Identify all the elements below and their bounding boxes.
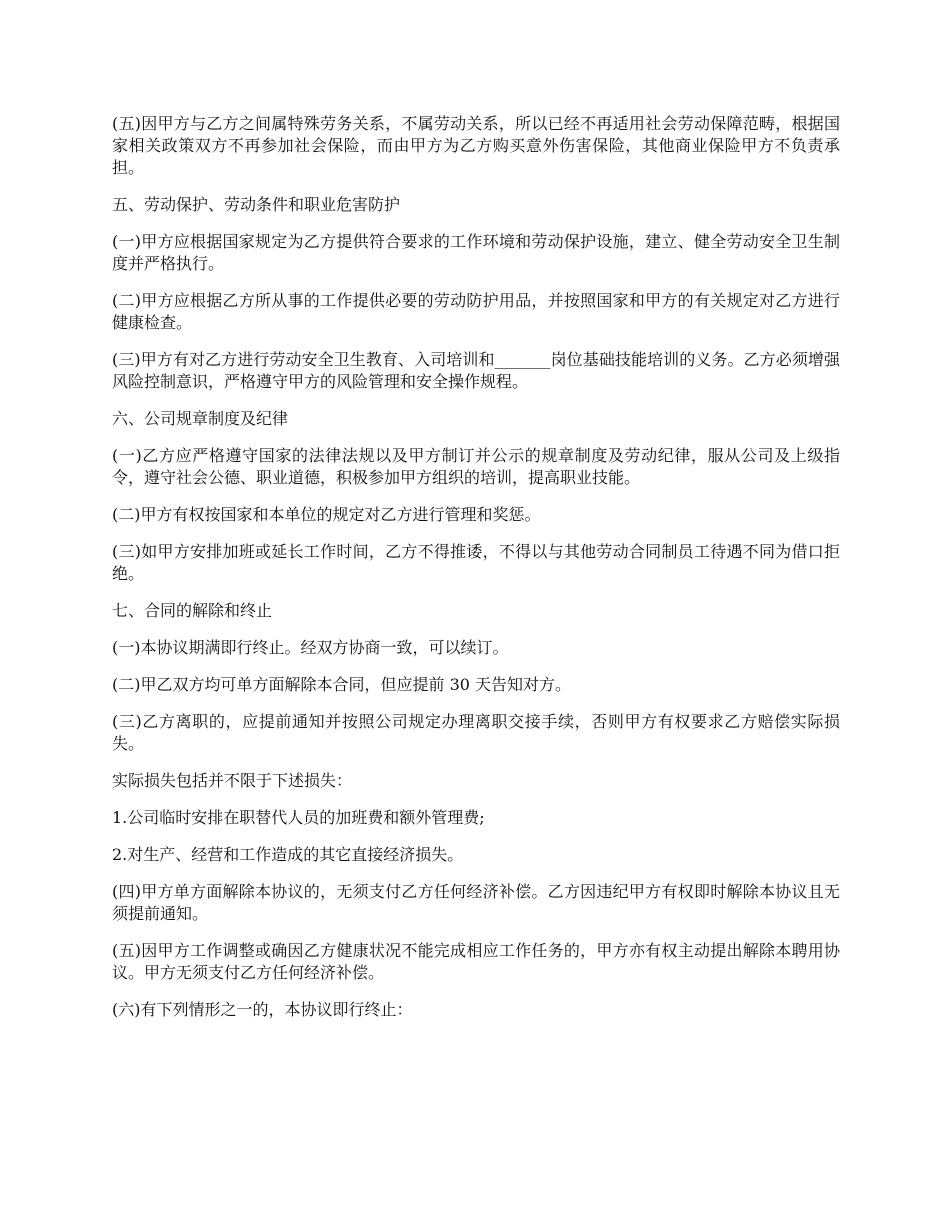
clause-5-5-insurance: (五)因甲方与乙方之间属特殊劳务关系，不属劳动关系，所以已经不再适用社会劳动保障范畴，根据国家相关政策双方不再参加社会保险，而由甲方为乙方购买意外伤害保险，其他商业保险甲方不负责承担。 bbox=[112, 114, 840, 177]
clause-7-6: (六)有下列情形之一的，本协议即行终止： bbox=[112, 1000, 413, 1019]
section-5-heading: 五、劳动保护、劳动条件和职业危害防护 bbox=[112, 195, 401, 214]
clause-7-5: (五)因甲方工作调整或确因乙方健康状况不能完成相应工作任务的，甲方亦有权主动提出解除本聘用协议。甲方无须支付乙方任何经济补偿。 bbox=[112, 941, 840, 982]
section-7-heading: 七、合同的解除和终止 bbox=[112, 601, 273, 620]
loss-item-2: 2.对生产、经营和工作造成的其它直接经济损失。 bbox=[112, 845, 464, 864]
clause-6-2: (二)甲方有权按国家和本单位的规定对乙方进行管理和奖惩。 bbox=[112, 505, 541, 524]
clause-5-1: (一)甲方应根据国家规定为乙方提供符合要求的工作环境和劳动保护设施，建立、健全劳动安全卫生制度并严格执行。 bbox=[112, 232, 840, 273]
clause-6-1: (一)乙方应严格遵守国家的法律法规以及甲方制订并公示的规章制度及劳动纪律，服从公司及上级指令，遵守社会公德、职业道德，积极参加甲方组织的培训，提高职业技能。 bbox=[112, 446, 840, 487]
loss-intro: 实际损失包括并不限于下述损失： bbox=[112, 771, 353, 790]
clause-7-3: (三)乙方离职的，应提前通知并按照公司规定办理离职交接手续，否则甲方有权要求乙方赔偿实际损失。 bbox=[112, 712, 840, 753]
clause-7-2: (二)甲乙双方均可单方面解除本合同，但应提前 30 天告知对方。 bbox=[112, 675, 572, 694]
clause-7-1: (一)本协议期满即行终止。经双方协商一致，可以续订。 bbox=[112, 638, 509, 657]
loss-item-1: 1.公司临时安排在职替代人员的加班费和额外管理费; bbox=[112, 808, 485, 827]
section-6-heading: 六、公司规章制度及纪律 bbox=[112, 409, 289, 428]
clause-5-2: (二)甲方应根据乙方所从事的工作提供必要的劳动防护用品，并按照国家和甲方的有关规定对乙方进行健康检查。 bbox=[112, 291, 840, 332]
clause-6-3: (三)如甲方安排加班或延长工作时间，乙方不得推诿，不得以与其他劳动合同制员工待遇不同为借口拒绝。 bbox=[112, 542, 840, 583]
document-page bbox=[112, 113, 840, 1036]
clause-5-3: (三)甲方有对乙方进行劳动安全卫生教育、入司培训和_______岗位基础技能培训的义务。乙方必须增强风险控制意识，严格遵守甲方的风险管理和安全操作规程。 bbox=[112, 350, 840, 391]
clause-7-4: (四)甲方单方面解除本协议的，无须支付乙方任何经济补偿。乙方因违纪甲方有权即时解除本协议且无须提前通知。 bbox=[112, 882, 840, 923]
